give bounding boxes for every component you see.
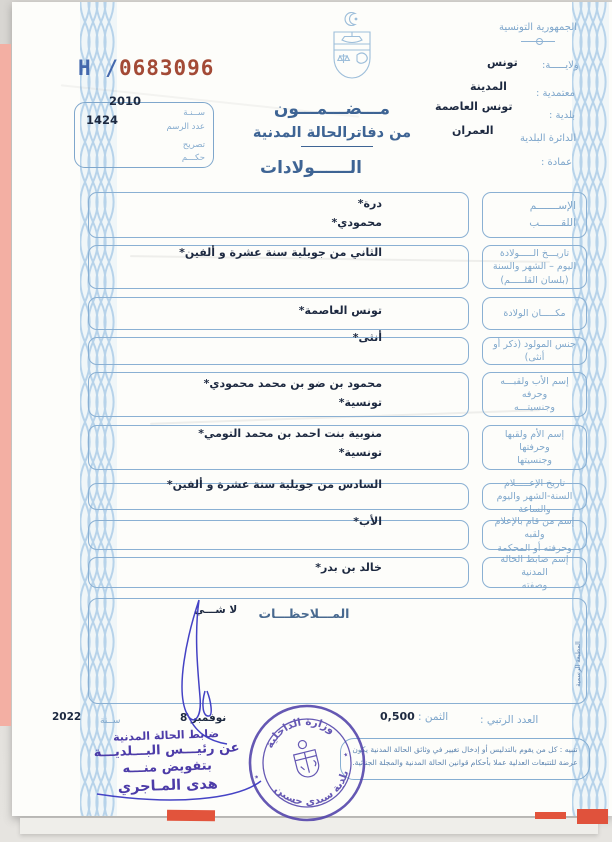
official-printer-note: المطبعة الرسمية [574,641,582,687]
row-label [482,553,587,592]
row-label [482,477,587,516]
label-line: وحرفته أو المحكمة [497,542,572,554]
document-title-births: الــــــولادات [259,158,363,178]
row-values [97,558,382,577]
row-value-box [88,245,469,289]
row-value-box [88,331,469,365]
svg-text:بلدية سيدي حسين [271,766,358,816]
label-line: السنة-الشهر واليوم والساعة [496,490,573,516]
value-line: السادس من جويلية سنة عشرة و ألفين* [166,478,382,491]
seal-top-text: وزارة الداخلية [263,715,337,751]
row-label [482,516,587,554]
record-number-value: 1424 [86,113,119,127]
price-value: 0,500 [380,710,415,723]
title-underline [301,146,373,147]
imada-label: عمادة : [541,157,573,168]
issue-date-year: 2022 [52,711,82,723]
remarks-value: لا شـــي [194,604,238,616]
value-line: أنثى* [352,331,382,344]
remarks-title: المـــلاحظـــات [258,606,350,621]
row-label [482,297,587,330]
row-birth-date [88,245,587,289]
row-newborn-sex [88,331,587,365]
serial-prefix: H / [78,56,119,80]
serial-number [78,56,214,80]
label-line: الإســـــــم [529,200,576,212]
label-line: إسم الأم ولقبها وحرفتها [504,428,565,453]
value-line: محمودي* [331,216,382,229]
label-line: اليوم – الشهر والسنة [492,261,577,273]
row-value-box [88,515,469,550]
row-values [97,194,382,232]
document-title-line1: مـــضـــمـــون [273,99,391,119]
label-line: وجنسيتـــه [514,402,555,414]
seal-star-left: ٭ [252,772,261,784]
row-value-box [88,372,469,417]
value-line: منوبية بنت احمد بن محمد التومي* [198,427,382,440]
seal-bottom-text: بلدية سيدي حسين [272,769,352,809]
label-line: إسم من قام بالإعلام ولقبه [494,516,575,541]
label-line: وصفته [521,580,548,592]
price-label: الثمن : [418,711,449,723]
value-line: تونسية* [338,396,382,409]
row-name-surname [88,192,587,238]
row-label [482,337,587,365]
issue-date-year-label: ســنة [100,716,121,726]
stamp-officer-name: هدى المـاجري [117,776,219,796]
row-value-box [88,425,469,470]
label-line: اللقـــــــب [529,217,576,230]
label-line: جنس المولود (ذكر أو أنثى) [493,338,576,363]
label-line: مكـــــان الولادة [503,307,566,319]
label-line: إسم ضابط الحالة المدنية [500,553,569,578]
divider-dot [536,38,543,45]
red-edge-mark [535,812,566,819]
row-values [97,512,382,531]
value-line: تونس العاصمة* [298,304,382,317]
row-label [482,245,587,289]
delegation-label: معتمدية : [536,88,575,99]
seal-center-emblem [291,738,321,779]
judgment-label: حكـــم [181,153,205,163]
label-line: تاريخ الإعـــــلام [503,477,566,489]
row-value-box [88,478,469,510]
wilaya-value: تونس [487,56,518,69]
value-line: خالد بن بدر* [315,561,382,574]
red-edge-mark [577,809,608,824]
seal-star-right: ٭ [342,749,350,761]
row-values [97,424,382,462]
municipality-label: بلدية : [549,110,576,121]
municipality-value: تونس العاصمة [435,100,513,113]
row-label [482,425,587,470]
registry-reference-box [74,94,214,168]
delegation-value: المدينة [470,80,507,93]
civil-status-table [88,192,587,704]
row-value-box [88,297,469,330]
value-line: الثاني من جويلية سنة عشرة و ألفين* [179,246,382,259]
serial-digits: 0683096 [118,56,215,80]
republic-title: الجمهورية التونسية [498,22,578,33]
municipal-district-label: الدائرة البلدية [520,133,577,144]
label-line: (بلسان القلـــــم) [500,274,569,286]
row-father [88,372,587,417]
legal-notice-box [340,738,590,780]
row-values [97,243,382,262]
registry-year-value: 2010 [109,94,142,108]
tunisia-coat-of-arms-icon [326,10,378,94]
stamp-line: بتفويض منـــه [122,758,213,777]
label-line: وجنسيتها [517,455,552,467]
row-notifier [88,515,587,554]
value-line: الأب* [353,515,382,528]
row-civil-status-officer [88,553,587,592]
row-values [97,328,382,347]
row-value-box [88,192,469,238]
row-values [97,301,382,320]
officer-delegation-stamp [91,726,243,796]
label-line: إسم الأب ولقبـــه وحرفه [500,375,569,400]
remarks-box [88,598,587,704]
row-values [97,374,382,412]
issue-date-day-month: 8 نوفمبر [180,712,227,724]
row-values [97,475,382,494]
value-line: محمود بن ضو بن محمد محمودي* [203,377,382,390]
document-title-line2: من دفاترالحالة المدنية [252,125,412,141]
page-edge-strip [0,44,11,726]
label-line: تاريـــخ الـــــولادة [499,248,570,260]
row-birth-place [88,297,587,330]
row-label [482,372,587,417]
wilaya-label: ولايـــــة: [542,60,579,71]
red-edge-mark [167,810,215,822]
year-label: ســنـة [183,108,205,118]
record-number-label: عدد الرسم [166,122,205,132]
ordinal-number-label: العدد الرتبي : [480,714,539,726]
row-mother [88,425,587,470]
value-line: درة* [357,197,382,210]
row-label [482,192,587,238]
legal-notice-text: تنبيه : كل من يقوم بالتدليس أو إدخال تغيير في وثائق الحالة المدنية يكون عرضة للتتبعات العدلية عملا بأحكام قوانين الحالة المدنية والمجلة الجنائية. [352,745,578,768]
municipal-district-value: العمران [452,124,494,137]
declaration-label: تصريح [182,140,205,150]
value-line: تونسية* [338,446,382,459]
stamp-line: عن رئيـــس البـــلديـــة [93,740,240,761]
row-notification-date [88,477,587,516]
row-value-box [88,557,469,588]
stamp-line: ضابط الحالة المدنية [112,727,220,744]
